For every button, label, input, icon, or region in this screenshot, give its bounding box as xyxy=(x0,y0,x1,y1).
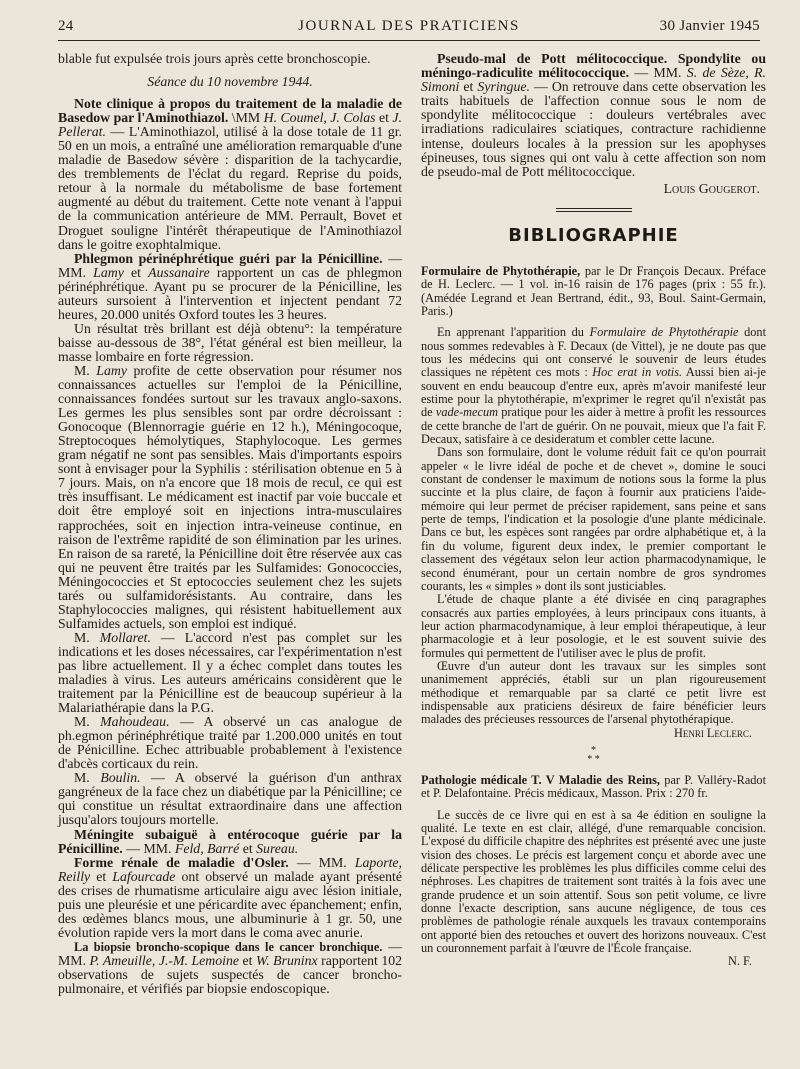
book-byline: par le Dr François Decaux. Préface de H. Leclerc. — 1 vol. in-16 raisin de 176 pages (prix : 55 fr.). (Amédée Legrand et Jean Bertrand, édit., 93, Boul. Saint-Germain, Paris.) xyxy=(421,263,766,318)
review-paragraph: Le succès de ce livre qui en est à sa 4e édition en souligne la qualité. Le texte en est clair, allégé, d'une remarquable concision. L'exposé du difficile chapitre des néphrites est présenté avec une juste vision des choses. Le précis est largement conçu et aborde avec une délicate perspective les problèmes les plus difficiles comme celui des néphroses. Les chapitres de traitement sont traités à la fois avec une grande prudence et un soin attentif. Sous son petit volume, ce livre donne l'exacte description, sans aucune négligence, de tous ces problèmes de pathologie rénale auxquels les travaux contemporains ont apporté bien des retouches et ouvert des horizons nouveaux. C'est un couronnement parfait à l'œuvre de l'École française. xyxy=(421,807,766,956)
article-text: rapportent 102 observations de sujets suspectés de cancer broncho-pulmonaire, et vérifiés par biopsie endoscopique. xyxy=(58,953,403,997)
book-review-reins xyxy=(421,774,766,969)
article-title: Forme rénale de maladie d'Osler. xyxy=(74,854,289,870)
speaker-name: Lamy xyxy=(96,362,127,378)
signature: N. F. xyxy=(728,954,752,969)
article-text: — On retrouve dans cette observation les traits habituels de l'affection connue sous le nom de spondylite mélitococcique : douleurs vertébrales avec irradiations radiculaires sciatiques, contracture rachidienne intense, douleurs locales à la pression sur les apophyses épineuses, tous signes qui ont valu à cette affection son nom de pseudo-mal de Pott mélitococcique. xyxy=(421,79,767,179)
book-reference xyxy=(421,774,766,801)
communication-osler: Forme rénale de maladie d'Osler. — MM. Laporte, Reilly et Lafourcade ont observé un malade ayant présenté des crises de rhumatisme articulaire aigu avec lésion initiale, puis une pleurésie et une péricardite avec épanchement; enfin, des œdèmes blancs mous, une albuminurie à 1 gr. 50, une évolution rapide vers la mort dans le coma avec anurie. xyxy=(58,854,402,940)
article-authors: Lamy xyxy=(93,264,124,280)
section-title: BIBLIOGRAPHIE xyxy=(508,224,679,246)
article-authors: Feld, Barré xyxy=(174,840,240,856)
previous-article-tail: blable fut expulsée trois jours après cette bronchoscopie. xyxy=(58,51,371,66)
article-text: — L'Aminothiazol, utilisé à la dose totale de 11 gr. 50 en un mois, a entraîné une amélioration remarquable d'une maladie de Basedow sévère : disparition de la tachycardie, des tremblements de l'éclat du regard. Reprise du poids, retour à la normale du métabolisme de base fortement augmenté au début du traitement. Cette note venant à l'appui de la communication antérieure de MM. Perrault, Bovet et Droguet souligne l'intérêt thérapeutique de l'Aminothiazol dans le goitre exophtalmique. xyxy=(58,124,402,252)
book-title: Formulaire de Phytothérapie, xyxy=(421,263,581,278)
issue-date: 30 Janvier 1945 xyxy=(659,18,760,34)
communication-phlegmon: Phlegmon périnéphrétique guéri par la Pénicilline. — MM. Lamy et Aussanaire rapportent un cas de phlegmon périnéphrétique. Ayant pu se procurer de la Pénicilline, les auteurs sursoient à l'intervention et injectent pendant 72 heures, 20.000 unités Oxford toutes les 3 heures. xyxy=(58,250,402,322)
article-title: Phlegmon périnéphrétique guéri par la Pénicilline. xyxy=(74,250,383,266)
article-title: Pseudo-mal de Pott mélitococcique. Spondylite ou méningo-radiculite mélitococcique. xyxy=(421,51,766,81)
speaker-name: Mahoudeau. xyxy=(100,714,170,730)
left-column xyxy=(58,52,402,996)
page-number: 24 xyxy=(58,18,74,34)
communication-biopsie: La biopsie broncho-scopique dans le cancer bronchique. — MM. P. Ameuille, J.-M. Lemoine et W. Bruninx rapportent 102 observations de sujets suspectés de cancer broncho-pulmonaire, et vérifiés par biopsie endoscopique. xyxy=(58,938,403,997)
book-byline: par P. Valléry-Radot et P. Delafontaine. Précis médicaux, Masson. Prix : 270 fr. xyxy=(421,772,767,801)
paragraph-result: Un résultat très brillant est déjà obtenu°: la température baisse au-dessous de 38°, l'état général est bien meilleur, la masse lombaire en forte régression. xyxy=(58,320,402,364)
review-paragraph: En apprenant l'apparition du Formulaire de Phytothérapie dont nous sommes redevables à F. Decaux (de Vittel), je ne doute pas que tous les médecins qui ont conservé le souvenir de leurs études classiques ne répètent ces mots : Hoc erat in votis. Aussi bien ai-je souvent en endu beaucoup d'entre eux, après m'avoir manifesté leur estime pour la phytothérapie, m'exprimer le regret qu'il n'existât pas de vade-mecum pratique pour les aider à mettre à profit les ressources de cette branche de l'art de guérir. On ne pouvait, mieux que l'a fait F. Decaux, satisfaire à ce desideratum et combler cette lacune. xyxy=(421,325,767,447)
review-paragraph: L'étude de chaque plante a été divisée en cinq paragraphes consacrés aux parties employées, à leurs principaux cons ituants, à leur action pharmacodynamique, à leur emploi thérapeutique, à leur pharmacologie et à leur posologie, et le est souvent suivie des formules qui permettent de l'utiliser avec le plus de profit. xyxy=(421,592,766,660)
journal-title: JOURNAL DES PRATICIENS xyxy=(298,18,520,34)
page-header xyxy=(58,14,760,41)
communication-pott: Pseudo-mal de Pott mélitococcique. Spondylite ou méningo-radiculite mélitococcique. — MM. S. de Sèze, R. Simoni et Syringue. — On retrouve dans cette observation les traits habituels de l'affection connue sous le nom de spondylite mélitococcique : douleurs vertébrales avec irradiations radiculaires sciatiques, contracture rachidienne intense, douleurs locales à la pression sur les apophyses épineuses, tous signes qui ont valu à cette affection son nom de pseudo-mal de Pott mélitococcique. xyxy=(421,51,767,179)
book-reference xyxy=(421,265,766,318)
article-text: ont observé un malade ayant présenté des crises de rhumatisme articulaire aigu avec lésion initiale, puis une pleurésie et une péricardite avec épanchement; enfin, des œdèmes blancs mous, une albuminurie à 1 gr. 50, une évolution rapide vers la mort dans le coma avec anurie. xyxy=(58,868,402,940)
book-title: Pathologie médicale T. V Maladie des Reins, xyxy=(421,772,660,787)
communication-meningite: Méningite subaiguë à entérocoque guérie par la Pénicilline. — MM. Feld, Barré et Sureau. xyxy=(58,826,402,856)
paragraph-lamy: M. Lamy profite de cette observation pour résumer nos connaissances actuelles sur l'emploi de la Pénicilline, connaissances fondées surtout sur les travaux anglo-saxons. Les germes les plus sensibles sont par ordre décroissant : Gonocoque (Blennorragie guérie en 12 h.), Méningocoque, Streptocoques hémolytiques, Staphylocoque. Les germes gram négatif ne sont pas sensibles. Mais d'importants espoirs sont à envisager pour la Syphilis : stérilisation obtenue en 5 à 7 jours. Mais, on n'a encore que 18 mois de recul, ce qui est très insuffisant. Le médicament est inactif par voie buccale et doit être employé soit en injections intra-musculaires rapprochées, soit en injection intra-veineuse continue, en raison de l'extrême rapidité de son élimination par les urines. En raison de sa rareté, la Pénicilline doit être réservée aux cas qui ne peuvent être traités par les Sulfamides: Gonococcies, Méningococcies et St eptococcies seulement chez les sujets tarés ou sulfamidorésistants. Au contraire, dans les Staphylococcies malignes, qui résistent habituellement aux Sulfamides actuels, son emploi est indiqué. xyxy=(58,362,402,631)
article-authors: S. de Sèze, R. Simoni xyxy=(421,65,766,95)
communication-basedow: Note clinique à propos du traitement de la maladie de Basedow par l'Aminothiazol. \MM H. Coumel, J. Colas et J. Pellerat. — L'Aminothiazol, utilisé à la dose totale de 11 gr. 50 en un mois, a entraîné une amélioration remarquable d'une maladie de Basedow sévère : disparition de la tachycardie, des tremblements de l'éclat du regard. Reprise du poids, retour à la normale du métabolisme de base fortement augmenté au début du traitement. Cette note venant à l'appui de la communication antérieure de MM. Perrault, Bovet et Droguet souligne l'intérêt thérapeutique de l'Aminothiazol dans le goitre exophtalmique. xyxy=(58,96,402,252)
article-title: La biopsie broncho-scopique dans le cancer bronchique. xyxy=(74,939,383,954)
review-paragraph: Œuvre d'un auteur dont les travaux sur les simples sont unanimement appréciés, établi sur un plan rigoureusement méthodique et remarquable par sa clarté ce petit livre est indispensable aux praticiens désireux de faire bénéficier leurs malades des précieuses ressources de l'arsenal phytothérapique. xyxy=(421,658,766,727)
book-review-phytotherapie xyxy=(421,265,766,740)
article-authors: H. Coumel, J. Colas xyxy=(263,110,376,126)
speaker-name: Mollaret. xyxy=(99,629,151,645)
separator-star: * xyxy=(591,744,596,756)
section-divider xyxy=(556,208,632,212)
right-column xyxy=(421,52,766,969)
signature: Henri Leclerc. xyxy=(673,725,752,740)
article-title: Note clinique à propos du traitement de la maladie de Basedow par l'Aminothiazol. xyxy=(58,96,402,126)
article-text: rapportent un cas de phlegmon périnéphrétique. Ayant pu se procurer de la Pénicilline, les auteurs sursoient à l'intervention et injectent pendant 72 heures, 20.000 unités Oxford toutes les 3 heures. xyxy=(58,264,402,322)
paragraph-mahoudeau: M. Mahoudeau. — A observé un cas analogue de ph.egmon périnéphrétique traité par 1.200.000 unités en tout de Pénicilline. Echec attribuable probablement à l'existence d'abcès corticaux du rein. xyxy=(58,714,402,772)
signature: Louis Gougerot. xyxy=(663,180,760,196)
separator-stars: * * xyxy=(587,753,600,765)
article-title: Méningite subaiguë à entérocoque guérie par la Pénicilline. xyxy=(58,826,402,856)
article-authors: P. Ameuille, J.-M. Lemoine xyxy=(89,953,239,969)
paragraph-mollaret: M. Mollaret. — L'accord n'est pas complet sur les indications et les doses nécessaires, car l'expérimentation n'est pas libre actuellement. Il y a échec complet dans toutes les maladies à virus. Les auteurs américains considèrent que le traitement par la Pénicilline est de beaucoup supérieur à la Malariathérapie dans la P.G. xyxy=(58,629,402,716)
review-paragraph: Dans son formulaire, dont le volume réduit fait ce qu'on pourrait appeler « le livre idéal de poche et de chevet », domine le souci constant de condenser le maximum de notions sous la forme la plus succinte et la plus claire, de façon à fournir aux praticiens l'aide-mémoire qui leur permet de préciser rapidement, sans peine et sans perte de temps, l'indication et la posologie d'une plante médicinale. Dans ce but, les espèces sont rangées par ordre alphabétique et, à la fin du volume, figurent deux index, le premier comportant le classement des végétaux selon leur action pharmacodynamique, le second énumérant, pour un certain nombre de gros syndromes courants, les « simples » dont ils sont justiciables. xyxy=(421,445,766,593)
article-authors: Laporte, Reilly xyxy=(58,854,402,884)
section-separator xyxy=(421,746,766,764)
paragraph-boulin: M. Boulin. — A observé la guérison d'un anthrax gangréneux de la face chez un diabétique par la Pénicilline; ce qui constitue un résultat extraordinaire dans une affection jusqu'alors toujours mortelle. xyxy=(58,770,402,828)
speaker-name: Boulin. xyxy=(100,770,141,786)
session-heading: Séance du 10 novembre 1944. xyxy=(147,74,313,90)
